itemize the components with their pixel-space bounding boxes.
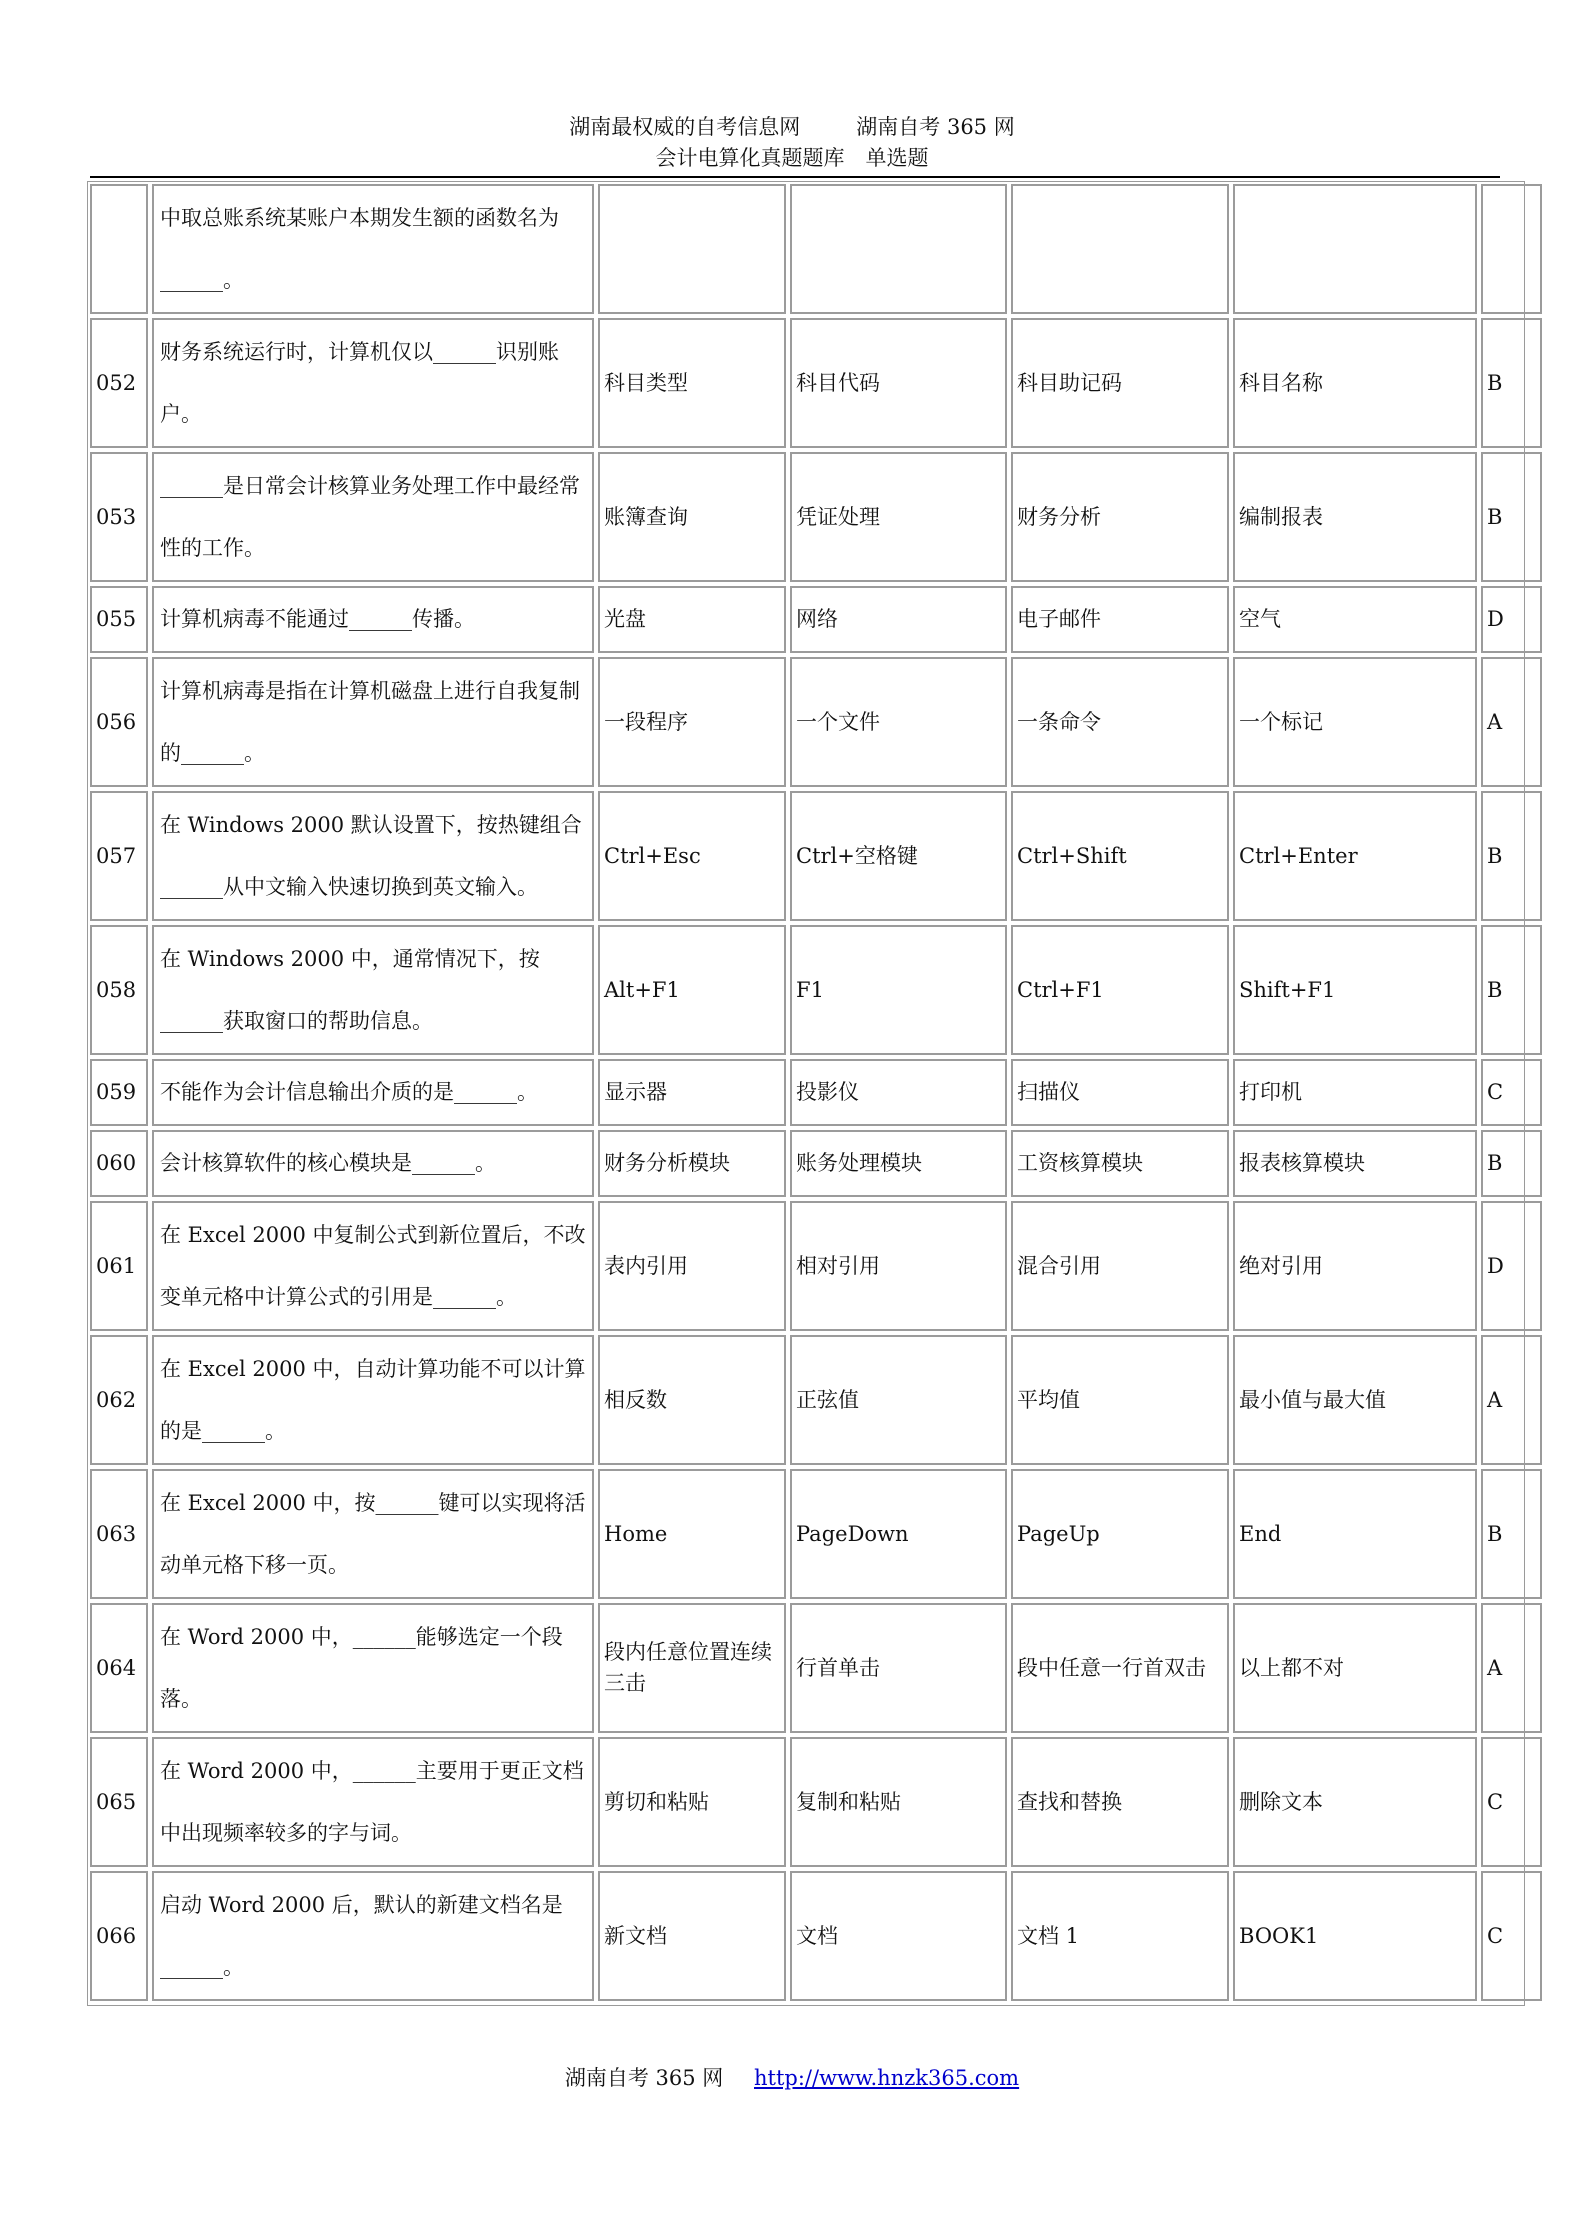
answer-key-text: B (1487, 843, 1503, 868)
option-c (1011, 1737, 1229, 1867)
option-b (790, 452, 1007, 582)
answer-key-text: B (1487, 1151, 1503, 1175)
question-text-text: 在 Windows 2000 默认设置下，按热键组合______从中文输入快速切换到英文输入。 (160, 813, 582, 899)
option-b-text: 行首单击 (796, 1655, 880, 1680)
option-a (598, 925, 786, 1055)
option-d-text: 编制报表 (1239, 504, 1323, 529)
option-a (598, 1201, 786, 1331)
question-number (90, 1130, 148, 1197)
answer-key-text: C (1487, 1789, 1504, 1814)
option-b (790, 1871, 1007, 2001)
answer-key (1481, 1469, 1542, 1599)
option-c (1011, 586, 1229, 653)
option-a-text: 表内引用 (604, 1253, 688, 1278)
option-d (1233, 1737, 1477, 1867)
answer-key (1481, 1603, 1542, 1733)
option-d-text: 绝对引用 (1239, 1253, 1323, 1278)
option-d (1233, 586, 1477, 653)
question-number-text: 059 (96, 1080, 137, 1104)
option-b (790, 1603, 1007, 1733)
option-d-text: 打印机 (1239, 1080, 1302, 1104)
answer-key (1481, 1130, 1542, 1197)
answer-key-text: C (1487, 1923, 1504, 1948)
option-a (598, 184, 786, 314)
question-text (152, 1059, 594, 1126)
footer-link[interactable]: http://www.hnzk365.com (754, 2066, 1020, 2090)
answer-key-text: B (1487, 504, 1503, 529)
option-c (1011, 318, 1229, 448)
option-c (1011, 184, 1229, 314)
question-text-text: 财务系统运行时，计算机仅以______识别账户。 (160, 340, 559, 426)
table-row (88, 1335, 1524, 1465)
option-b (790, 1201, 1007, 1331)
option-a (598, 791, 786, 921)
option-d (1233, 1469, 1477, 1599)
option-c (1011, 657, 1229, 787)
answer-key (1481, 791, 1542, 921)
option-c (1011, 1469, 1229, 1599)
option-b-text: 科目代码 (796, 370, 880, 395)
option-b-text: 投影仪 (796, 1080, 859, 1104)
option-c (1011, 1201, 1229, 1331)
answer-key (1481, 1335, 1542, 1465)
question-table (87, 181, 1525, 2006)
option-c-text: 平均值 (1017, 1387, 1080, 1412)
option-a-text: 显示器 (604, 1080, 667, 1104)
answer-key (1481, 586, 1542, 653)
option-a-text: 一段程序 (604, 709, 688, 734)
page-footer (0, 2062, 1584, 2092)
option-b (790, 184, 1007, 314)
question-text (152, 1201, 594, 1331)
option-d (1233, 925, 1477, 1055)
answer-key-text: A (1487, 1655, 1503, 1680)
question-number (90, 318, 148, 448)
option-c-text: 财务分析 (1017, 504, 1101, 529)
subtitle: 会计电算化真题题库 单选题 (655, 146, 929, 170)
option-b-text: Ctrl+空格键 (796, 843, 918, 868)
question-number-text: 056 (96, 709, 137, 734)
page-header (0, 112, 1584, 174)
table-row (88, 1469, 1524, 1599)
option-a (598, 1469, 786, 1599)
footer-site-name: 湖南自考 365 网 (564, 2066, 724, 2090)
option-c-text: 文档 1 (1017, 1923, 1080, 1948)
question-text-text: 计算机病毒是指在计算机磁盘上进行自我复制的______。 (160, 679, 580, 765)
option-a (598, 1603, 786, 1733)
question-number-text: 052 (96, 370, 137, 395)
question-number (90, 791, 148, 921)
option-b-text: 复制和粘贴 (796, 1789, 901, 1814)
question-number (90, 1737, 148, 1867)
answer-key (1481, 452, 1542, 582)
table-row (88, 657, 1524, 787)
question-number-text: 065 (96, 1789, 137, 1814)
option-a-text: Alt+F1 (604, 977, 680, 1002)
option-d (1233, 184, 1477, 314)
table-row (88, 1603, 1524, 1733)
option-a-text: 光盘 (604, 607, 646, 631)
answer-key-text: D (1487, 607, 1504, 631)
answer-key-text: A (1487, 709, 1503, 734)
question-text-text: 在 Excel 2000 中，按______键可以实现将活动单元格下移一页。 (160, 1491, 586, 1577)
answer-key (1481, 657, 1542, 787)
option-b (790, 925, 1007, 1055)
question-text (152, 1871, 594, 2001)
option-b-text: PageDown (796, 1521, 909, 1546)
question-number (90, 452, 148, 582)
answer-key (1481, 184, 1542, 314)
question-number-text: 057 (96, 843, 137, 868)
question-text-text: ______是日常会计核算业务处理工作中最经常性的工作。 (160, 474, 580, 560)
question-text (152, 791, 594, 921)
option-c (1011, 1871, 1229, 2001)
table-row (88, 1871, 1524, 2001)
question-number (90, 1201, 148, 1331)
option-b-text: 凭证处理 (796, 504, 880, 529)
option-d-text: 报表核算模块 (1239, 1151, 1365, 1175)
question-text (152, 1737, 594, 1867)
option-d-text: 一个标记 (1239, 709, 1323, 734)
site-name: 湖南自考 365 网 (856, 115, 1015, 139)
option-b (790, 1059, 1007, 1126)
answer-key-text: B (1487, 1521, 1503, 1546)
option-a (598, 586, 786, 653)
question-number (90, 1469, 148, 1599)
option-d-text: Ctrl+Enter (1239, 843, 1358, 868)
question-text (152, 657, 594, 787)
option-d (1233, 1130, 1477, 1197)
option-d (1233, 1335, 1477, 1465)
option-b (790, 1469, 1007, 1599)
question-text (152, 1469, 594, 1599)
option-d-text: 删除文本 (1239, 1789, 1323, 1814)
table-row (88, 452, 1524, 582)
question-text (152, 452, 594, 582)
question-number-text: 058 (96, 977, 137, 1002)
option-c-text: 查找和替换 (1017, 1789, 1122, 1814)
option-d-text: 最小值与最大值 (1239, 1387, 1386, 1412)
answer-key-text: D (1487, 1253, 1504, 1278)
option-a-text: Home (604, 1521, 668, 1546)
option-b (790, 1737, 1007, 1867)
answer-key (1481, 318, 1542, 448)
option-c (1011, 452, 1229, 582)
question-text-text: 计算机病毒不能通过______传播。 (160, 607, 475, 631)
question-text (152, 318, 594, 448)
question-number (90, 1871, 148, 2001)
answer-key (1481, 1201, 1542, 1331)
option-d (1233, 791, 1477, 921)
question-text-text: 中取总账系统某账户本期发生额的函数名为______。 (160, 206, 559, 292)
table-row (88, 318, 1524, 448)
option-b (790, 586, 1007, 653)
option-b (790, 657, 1007, 787)
option-b-text: 网络 (796, 607, 838, 631)
option-c-text: 电子邮件 (1017, 607, 1101, 631)
option-d-text: BOOK1 (1239, 1923, 1319, 1948)
option-a-text: 相反数 (604, 1387, 667, 1412)
answer-key-text: B (1487, 977, 1503, 1002)
option-c (1011, 791, 1229, 921)
option-d (1233, 1603, 1477, 1733)
question-text-text: 在 Word 2000 中，______能够选定一个段落。 (160, 1625, 563, 1711)
option-d-text: End (1239, 1521, 1282, 1546)
question-number (90, 925, 148, 1055)
option-c-text: Ctrl+F1 (1017, 977, 1104, 1002)
option-c-text: 段中任意一行首双击 (1017, 1655, 1206, 1680)
table-row (88, 586, 1524, 653)
table-row (88, 1130, 1524, 1197)
question-number-text: 062 (96, 1387, 137, 1412)
option-b-text: 一个文件 (796, 709, 880, 734)
question-text (152, 1335, 594, 1465)
question-number (90, 184, 148, 314)
option-b (790, 1130, 1007, 1197)
option-c-text: 扫描仪 (1017, 1080, 1080, 1104)
option-d (1233, 657, 1477, 787)
option-c (1011, 925, 1229, 1055)
answer-key (1481, 1871, 1542, 2001)
question-text (152, 1603, 594, 1733)
question-number-text: 055 (96, 607, 137, 631)
table-row (88, 1201, 1524, 1331)
option-b (790, 791, 1007, 921)
question-number (90, 1603, 148, 1733)
question-number (90, 1335, 148, 1465)
option-a (598, 1059, 786, 1126)
answer-key-text: B (1487, 370, 1503, 395)
option-a (598, 452, 786, 582)
question-text (152, 184, 594, 314)
option-d-text: 科目名称 (1239, 370, 1323, 395)
question-number (90, 1059, 148, 1126)
option-b-text: 文档 (796, 1923, 838, 1948)
option-d (1233, 452, 1477, 582)
header-rule (90, 176, 1500, 178)
option-a (598, 657, 786, 787)
site-title: 湖南最权威的自考信息网 (569, 115, 801, 139)
option-c-text: PageUp (1017, 1521, 1100, 1546)
question-number-text: 066 (96, 1923, 137, 1948)
option-d (1233, 1871, 1477, 2001)
option-a (598, 318, 786, 448)
option-d-text: 空气 (1239, 607, 1281, 631)
option-c-text: 混合引用 (1017, 1253, 1101, 1278)
option-c-text: Ctrl+Shift (1017, 843, 1127, 868)
question-text-text: 在 Windows 2000 中，通常情况下，按______获取窗口的帮助信息。 (160, 947, 540, 1033)
option-a-text: Ctrl+Esc (604, 843, 701, 868)
question-text-text: 在 Word 2000 中，______主要用于更正文档中出现频率较多的字与词。 (160, 1759, 584, 1845)
answer-key-text: C (1487, 1080, 1504, 1104)
question-text (152, 1130, 594, 1197)
option-c-text: 工资核算模块 (1017, 1151, 1143, 1175)
question-text-text: 在 Excel 2000 中复制公式到新位置后，不改变单元格中计算公式的引用是______。 (160, 1223, 586, 1309)
option-a-text: 段内任意位置连续三击 (604, 1640, 772, 1695)
header-line-1 (0, 112, 1584, 143)
question-text (152, 586, 594, 653)
option-a (598, 1871, 786, 2001)
question-number (90, 657, 148, 787)
table-row (88, 1059, 1524, 1126)
option-a-text: 财务分析模块 (604, 1151, 730, 1175)
table-row (88, 1737, 1524, 1867)
option-b-text: 账务处理模块 (796, 1151, 922, 1175)
option-d (1233, 1059, 1477, 1126)
option-d (1233, 318, 1477, 448)
option-c (1011, 1335, 1229, 1465)
option-b-text: F1 (796, 977, 824, 1002)
question-text-text: 启动 Word 2000 后，默认的新建文档名是______。 (160, 1893, 563, 1979)
option-c (1011, 1603, 1229, 1733)
question-text-text: 在 Excel 2000 中，自动计算功能不可以计算的是______。 (160, 1357, 586, 1443)
option-c-text: 科目助记码 (1017, 370, 1122, 395)
option-a-text: 新文档 (604, 1923, 667, 1948)
option-a (598, 1737, 786, 1867)
question-number-text: 064 (96, 1655, 137, 1680)
option-d (1233, 1201, 1477, 1331)
question-text-text: 不能作为会计信息输出介质的是______。 (160, 1080, 538, 1104)
option-d-text: 以上都不对 (1239, 1655, 1344, 1680)
option-b (790, 1335, 1007, 1465)
question-number-text: 061 (96, 1253, 137, 1278)
option-a-text: 剪切和粘贴 (604, 1789, 709, 1814)
table-row (88, 791, 1524, 921)
option-b-text: 正弦值 (796, 1387, 859, 1412)
question-number-text: 060 (96, 1151, 137, 1175)
option-a (598, 1130, 786, 1197)
option-a-text: 科目类型 (604, 370, 688, 395)
question-text-text: 会计核算软件的核心模块是______。 (160, 1151, 496, 1175)
answer-key (1481, 1737, 1542, 1867)
option-c (1011, 1130, 1229, 1197)
option-b-text: 相对引用 (796, 1253, 880, 1278)
answer-key (1481, 1059, 1542, 1126)
option-c (1011, 1059, 1229, 1126)
table-row (88, 184, 1524, 314)
question-number-text: 053 (96, 504, 137, 529)
answer-key-text: A (1487, 1387, 1503, 1412)
option-a (598, 1335, 786, 1465)
table-row (88, 925, 1524, 1055)
option-a-text: 账簿查询 (604, 504, 688, 529)
option-b (790, 318, 1007, 448)
option-c-text: 一条命令 (1017, 709, 1101, 734)
question-number (90, 586, 148, 653)
question-number-text: 063 (96, 1521, 137, 1546)
option-d-text: Shift+F1 (1239, 977, 1336, 1002)
question-text (152, 925, 594, 1055)
answer-key (1481, 925, 1542, 1055)
